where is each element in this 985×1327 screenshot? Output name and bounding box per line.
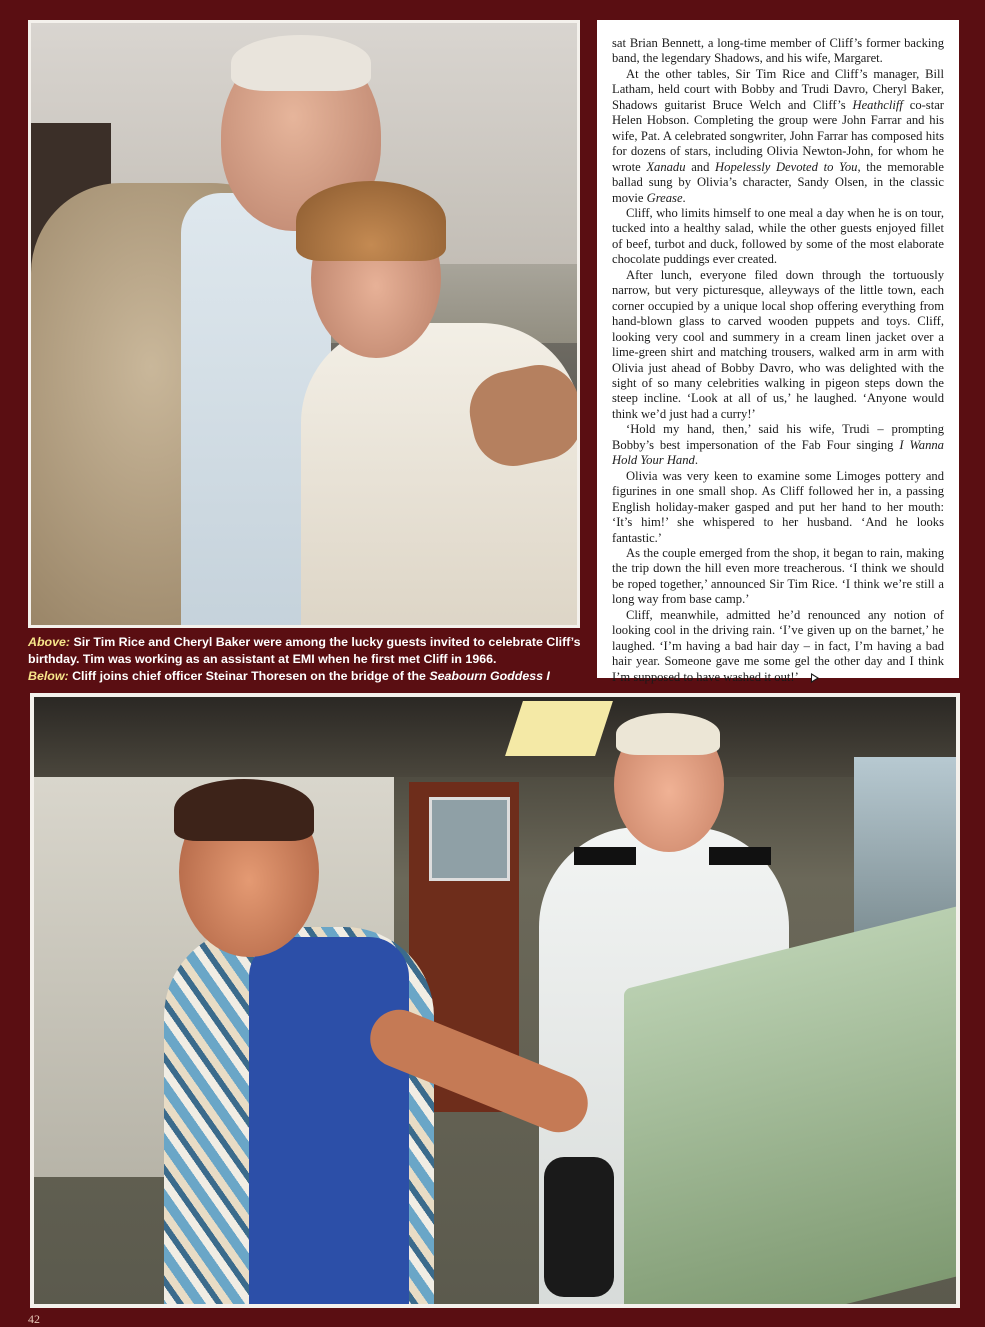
caption-above-text: Sir Tim Rice and Cheryl Baker were among the lucky guests invited to celebrate Cliff’s birthday. Tim was working as an assistant at EMI when he first met Cliff in 1966. [28,635,581,666]
caption-ship-name: Seabourn Goddess I [429,669,550,683]
article-paragraph: Cliff, who limits himself to one meal a day when he is on tour, tucked into a healthy salad, while the other guests enjoyed fillet of beef, turbot and duck, followed by some of the most elaborate chocolate puddings ever created. [612,205,944,267]
photo-tim-rice-cheryl-baker [28,20,580,628]
caption-above-label: Above: [28,635,70,649]
article-paragraph: After lunch, everyone filed down through the tortuously narrow, but very picturesque, alleyways of the little town, each corner occupied by a unique local shop offering everything from hand-blown glass to carved wooden puppets and toys. Cliff, looking very cool and summery in a cream linen jacket over a lime-green shirt and matching trousers, walked arm in arm with Olivia just ahead of Bobby Davro, who was delighted with the sight of so many celebrities walking in pigeon steps down the steep incline. ‘Look at all of us,’ he laughed. ‘Anyone would think we’d just had a curry!’ [612,267,944,421]
article-text-column [597,20,959,684]
article-paragraph: As the couple emerged from the shop, it began to rain, making the trip down the hill even more treacherous. ‘I think we should be roped together,’ announced Sir Tim Rice. ‘I think we’re still a long way from base camp.’ [612,545,944,607]
caption-below-text: Cliff joins chief officer Steinar Thoresen on the bridge of the [72,669,426,683]
continue-arrow-icon [811,673,819,683]
photo-cliff-ship-bridge [30,693,960,1308]
photo-caption [28,634,583,685]
article-paragraph: sat Brian Bennett, a long-time member of Cliff’s former backing band, the legendary Shadows, and his wife, Margaret. [612,36,944,66]
article-paragraph: ‘Hold my hand, then,’ said his wife, Trudi – prompting Bobby’s best impersonation of the Fab Four singing I Wanna Hold Your Hand. [612,422,944,468]
photo-bottom-image [34,697,956,1304]
article-paragraph: Olivia was very keen to examine some Limoges pottery and figurines in one small shop. As Cliff followed her in, a passing English holiday-maker gasped and put her hand to her mouth: ‘It’s him!’ she whispered to her husband. ‘And he looks fantastic.’ [612,468,944,545]
page-number: 42 [28,1312,40,1326]
article-paragraph: Cliff, meanwhile, admitted he’d renounced any notion of looking cool in the driving rain. ‘I’ve given up on the barnet,’ he laughed. ‘I’m having a bad hair day – in fact, I’m having a bad hair year. Someone gave me some gel the other day and I think I’m supposed to have washed it out!’ [612,607,944,684]
photo-top-image [31,23,577,625]
article-paragraph: At the other tables, Sir Tim Rice and Cliff’s manager, Bill Latham, held court with Bobby and Trudi Davro, Cheryl Baker, Shadows guitarist Bruce Welch and Cliff’s Heathcliff co-star Helen Hobson. Completing the group were John Farrar and his wife, Pat. A celebrated songwriter, John Farrar has composed hits for dozens of stars, including Olivia Newton-John, for whom he wrote Xanadu and Hopelessly Devoted to You, the memorable ballad sung by Olivia’s character, Sandy Olsen, in the classic movie Grease. [612,66,944,205]
caption-below-label: Below: [28,669,69,683]
